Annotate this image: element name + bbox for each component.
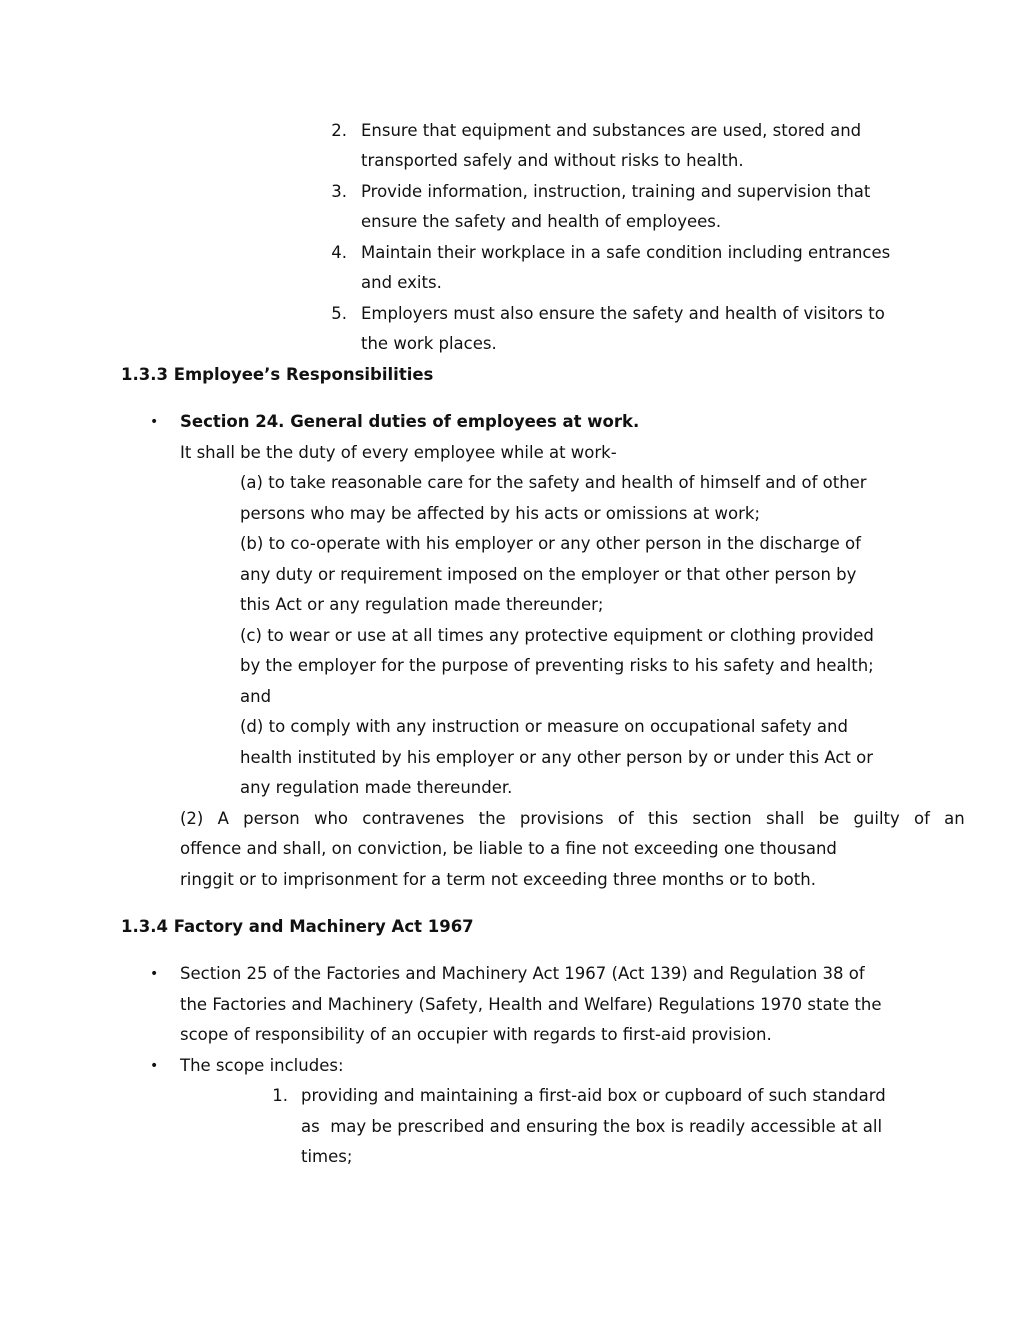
- clause-line: (b) to co-operate with his employer or any other person in the discharge of: [240, 534, 861, 553]
- bullet-text-line: scope of responsibility of an occupier with regards to first-aid provision.: [180, 1025, 772, 1044]
- list-item-line: providing and maintaining a first-aid box or cupboard of such standard: [301, 1086, 886, 1105]
- bullet-text-line: Section 25 of the Factories and Machinery Act 1967 (Act 139) and Regulation 38 of: [180, 964, 865, 983]
- list-number: 1.: [272, 1086, 288, 1105]
- penalty-line: ringgit or to imprisonment for a term not exceeding three months or to both.: [180, 870, 816, 889]
- list-item-line: times;: [301, 1147, 353, 1166]
- bullet-title: Section 24. General duties of employees at work.: [180, 412, 640, 431]
- clause-line: (a) to take reasonable care for the safety and health of himself and of other: [240, 473, 867, 492]
- list-number: 4.: [331, 243, 347, 262]
- list-number: 2.: [331, 121, 347, 140]
- list-item-line: transported safely and without risks to health.: [361, 151, 744, 170]
- penalty-text: (2) A person who contravenes the provisions of this section shall be guilty of an: [180, 809, 965, 828]
- list-item-line: Provide information, instruction, training and supervision that: [361, 182, 871, 201]
- clause-line: persons who may be affected by his acts or omissions at work;: [240, 504, 761, 523]
- list-item-line: as may be prescribed and ensuring the box is readily accessible at all: [301, 1117, 883, 1136]
- list-number: 5.: [331, 304, 347, 323]
- list-item-line: ensure the safety and health of employees.: [361, 212, 722, 231]
- section-heading: 1.3.3 Employee’s Responsibilities: [121, 365, 434, 384]
- clause-line: health instituted by his employer or any other person by or under this Act or: [240, 748, 874, 767]
- clause-line: and: [240, 687, 272, 706]
- bullet-text-line: The scope includes:: [180, 1056, 344, 1075]
- bullet-text-line: the Factories and Machinery (Safety, Health and Welfare) Regulations 1970 state the: [180, 995, 882, 1014]
- clause-line: (c) to wear or use at all times any protective equipment or clothing provided: [240, 626, 874, 645]
- clause-line: any duty or requirement imposed on the employer or that other person by: [240, 565, 857, 584]
- clause-line: by the employer for the purpose of preventing risks to his safety and health;: [240, 656, 874, 675]
- clause-line: any regulation made thereunder.: [240, 778, 513, 797]
- section-heading: 1.3.4 Factory and Machinery Act 1967: [121, 917, 474, 936]
- bullet-icon: •: [150, 1058, 159, 1074]
- list-number: 3.: [331, 182, 347, 201]
- list-item-line: the work places.: [361, 334, 497, 353]
- list-item-line: Employers must also ensure the safety and health of visitors to: [361, 304, 885, 323]
- list-item-line: Ensure that equipment and substances are used, stored and: [361, 121, 862, 140]
- penalty-line: offence and shall, on conviction, be liable to a fine not exceeding one thousand: [180, 839, 837, 858]
- clause-line: this Act or any regulation made thereunder;: [240, 595, 604, 614]
- list-item-line: and exits.: [361, 273, 442, 292]
- clause-line: (d) to comply with any instruction or measure on occupational safety and: [240, 717, 848, 736]
- list-item-line: Maintain their workplace in a safe condition including entrances: [361, 243, 891, 262]
- bullet-icon: •: [150, 966, 159, 982]
- bullet-icon: •: [150, 414, 159, 430]
- penalty-line: [180, 809, 965, 829]
- intro-text: It shall be the duty of every employee while at work-: [180, 443, 617, 462]
